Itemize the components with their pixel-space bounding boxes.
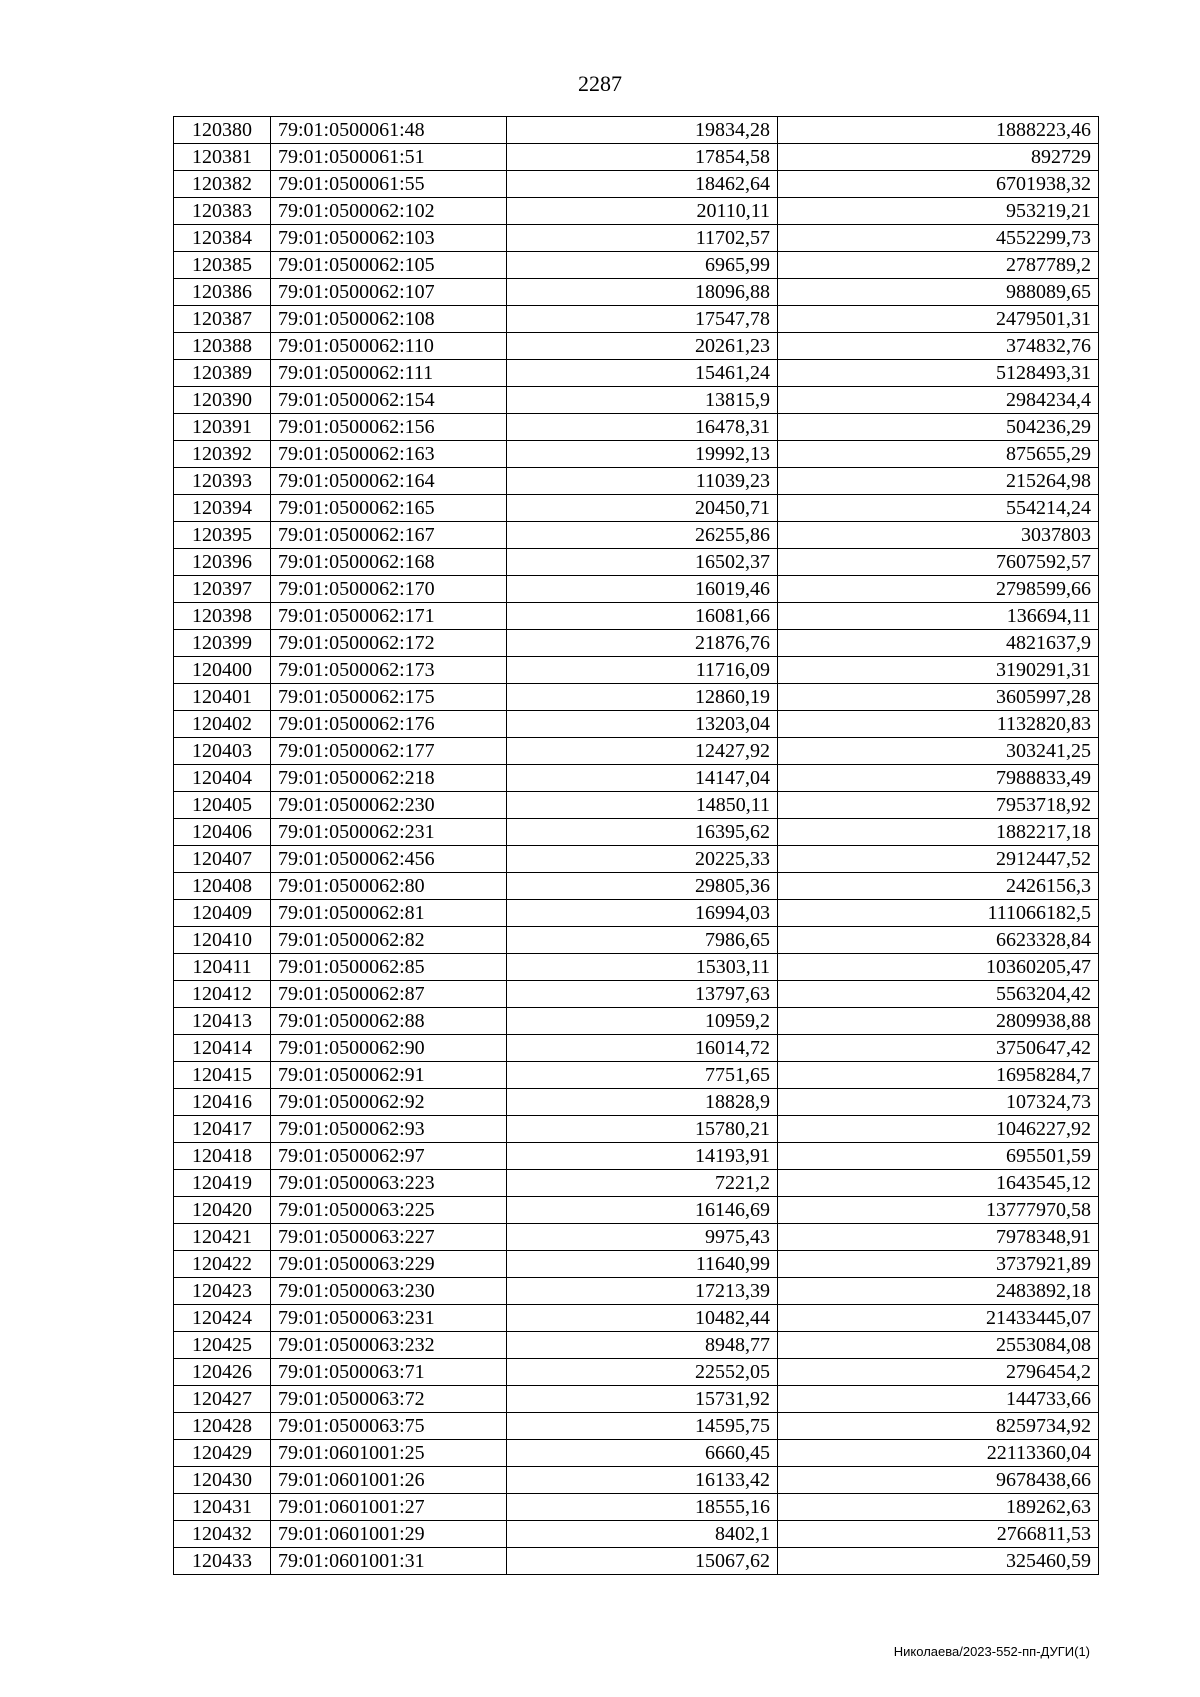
cadastral-number-cell: 79:01:0500061:55 — [271, 171, 507, 198]
area-value-cell: 13203,04 — [507, 711, 778, 738]
table-row — [174, 1413, 1099, 1440]
row-number-cell: 120420 — [174, 1197, 271, 1224]
row-number-cell: 120409 — [174, 900, 271, 927]
area-value-cell: 9975,43 — [507, 1224, 778, 1251]
row-number-cell: 120385 — [174, 252, 271, 279]
area-value-cell: 6965,99 — [507, 252, 778, 279]
cadastral-number-cell: 79:01:0500062:111 — [271, 360, 507, 387]
table-row — [174, 819, 1099, 846]
cadastral-number-cell: 79:01:0500062:456 — [271, 846, 507, 873]
table-row — [174, 981, 1099, 1008]
table-row — [174, 1467, 1099, 1494]
cadastral-number-cell: 79:01:0500062:170 — [271, 576, 507, 603]
row-number-cell: 120411 — [174, 954, 271, 981]
row-number-cell: 120396 — [174, 549, 271, 576]
area-value-cell: 13815,9 — [507, 387, 778, 414]
table-row — [174, 711, 1099, 738]
cost-value-cell: 875655,29 — [778, 441, 1099, 468]
cadastral-number-cell: 79:01:0500061:51 — [271, 144, 507, 171]
table-row — [174, 360, 1099, 387]
document-footer: Николаева/2023-552-пп-ДУГИ(1) — [893, 1644, 1090, 1659]
table-row — [174, 1008, 1099, 1035]
area-value-cell: 20261,23 — [507, 333, 778, 360]
cost-value-cell: 2798599,66 — [778, 576, 1099, 603]
cost-value-cell: 1882217,18 — [778, 819, 1099, 846]
row-number-cell: 120419 — [174, 1170, 271, 1197]
row-number-cell: 120401 — [174, 684, 271, 711]
area-value-cell: 11702,57 — [507, 225, 778, 252]
table-row — [174, 279, 1099, 306]
area-value-cell: 14850,11 — [507, 792, 778, 819]
cadastral-number-cell: 79:01:0500062:80 — [271, 873, 507, 900]
table-row — [174, 1305, 1099, 1332]
area-value-cell: 17547,78 — [507, 306, 778, 333]
cost-value-cell: 215264,98 — [778, 468, 1099, 495]
row-number-cell: 120405 — [174, 792, 271, 819]
table-row — [174, 414, 1099, 441]
cadastral-number-cell: 79:01:0500062:92 — [271, 1089, 507, 1116]
row-number-cell: 120380 — [174, 117, 271, 144]
area-value-cell: 15731,92 — [507, 1386, 778, 1413]
area-value-cell: 17854,58 — [507, 144, 778, 171]
cost-value-cell: 2796454,2 — [778, 1359, 1099, 1386]
row-number-cell: 120388 — [174, 333, 271, 360]
cost-value-cell: 189262,63 — [778, 1494, 1099, 1521]
area-value-cell: 18096,88 — [507, 279, 778, 306]
row-number-cell: 120432 — [174, 1521, 271, 1548]
cadastral-number-cell: 79:01:0500062:168 — [271, 549, 507, 576]
cadastral-number-cell: 79:01:0500063:227 — [271, 1224, 507, 1251]
area-value-cell: 18462,64 — [507, 171, 778, 198]
cost-value-cell: 1046227,92 — [778, 1116, 1099, 1143]
area-value-cell: 18555,16 — [507, 1494, 778, 1521]
data-table — [173, 116, 1099, 1575]
area-value-cell: 20450,71 — [507, 495, 778, 522]
cadastral-number-cell: 79:01:0500062:91 — [271, 1062, 507, 1089]
cost-value-cell: 7953718,92 — [778, 792, 1099, 819]
cadastral-number-cell: 79:01:0500062:231 — [271, 819, 507, 846]
cadastral-number-cell: 79:01:0500062:154 — [271, 387, 507, 414]
cadastral-number-cell: 79:01:0500062:230 — [271, 792, 507, 819]
area-value-cell: 29805,36 — [507, 873, 778, 900]
table-row — [174, 1359, 1099, 1386]
table-row — [174, 603, 1099, 630]
row-number-cell: 120389 — [174, 360, 271, 387]
table-row — [174, 198, 1099, 225]
table-row — [174, 684, 1099, 711]
cadastral-number-cell: 79:01:0601001:27 — [271, 1494, 507, 1521]
table-row — [174, 225, 1099, 252]
area-value-cell: 15303,11 — [507, 954, 778, 981]
row-number-cell: 120406 — [174, 819, 271, 846]
area-value-cell: 14595,75 — [507, 1413, 778, 1440]
table-row — [174, 1116, 1099, 1143]
area-value-cell: 22552,05 — [507, 1359, 778, 1386]
cost-value-cell: 2809938,88 — [778, 1008, 1099, 1035]
cadastral-number-cell: 79:01:0601001:26 — [271, 1467, 507, 1494]
cadastral-number-cell: 79:01:0500062:167 — [271, 522, 507, 549]
cost-value-cell: 3605997,28 — [778, 684, 1099, 711]
cadastral-number-cell: 79:01:0500062:163 — [271, 441, 507, 468]
table-row — [174, 171, 1099, 198]
table-row — [174, 1251, 1099, 1278]
cadastral-number-cell: 79:01:0500063:229 — [271, 1251, 507, 1278]
cadastral-number-cell: 79:01:0500062:82 — [271, 927, 507, 954]
cost-value-cell: 695501,59 — [778, 1143, 1099, 1170]
cadastral-number-cell: 79:01:0500062:107 — [271, 279, 507, 306]
cost-value-cell: 3190291,31 — [778, 657, 1099, 684]
cost-value-cell: 8259734,92 — [778, 1413, 1099, 1440]
table-row — [174, 1170, 1099, 1197]
area-value-cell: 15780,21 — [507, 1116, 778, 1143]
table-row — [174, 927, 1099, 954]
area-value-cell: 13797,63 — [507, 981, 778, 1008]
cost-value-cell: 7607592,57 — [778, 549, 1099, 576]
row-number-cell: 120417 — [174, 1116, 271, 1143]
area-value-cell: 15461,24 — [507, 360, 778, 387]
cadastral-number-cell: 79:01:0500063:75 — [271, 1413, 507, 1440]
table-row — [174, 657, 1099, 684]
cadastral-number-cell: 79:01:0500062:172 — [271, 630, 507, 657]
cost-value-cell: 22113360,04 — [778, 1440, 1099, 1467]
row-number-cell: 120397 — [174, 576, 271, 603]
cost-value-cell: 374832,76 — [778, 333, 1099, 360]
cost-value-cell: 1643545,12 — [778, 1170, 1099, 1197]
cadastral-number-cell: 79:01:0500062:103 — [271, 225, 507, 252]
row-number-cell: 120410 — [174, 927, 271, 954]
cost-value-cell: 5128493,31 — [778, 360, 1099, 387]
row-number-cell: 120383 — [174, 198, 271, 225]
cost-value-cell: 111066182,5 — [778, 900, 1099, 927]
row-number-cell: 120402 — [174, 711, 271, 738]
area-value-cell: 15067,62 — [507, 1548, 778, 1575]
row-number-cell: 120390 — [174, 387, 271, 414]
row-number-cell: 120404 — [174, 765, 271, 792]
row-number-cell: 120429 — [174, 1440, 271, 1467]
row-number-cell: 120421 — [174, 1224, 271, 1251]
table-row — [174, 765, 1099, 792]
table-row — [174, 522, 1099, 549]
cost-value-cell: 13777970,58 — [778, 1197, 1099, 1224]
table-row — [174, 1278, 1099, 1305]
row-number-cell: 120395 — [174, 522, 271, 549]
cadastral-number-cell: 79:01:0500063:225 — [271, 1197, 507, 1224]
cadastral-number-cell: 79:01:0500063:223 — [271, 1170, 507, 1197]
row-number-cell: 120418 — [174, 1143, 271, 1170]
table-row — [174, 144, 1099, 171]
cost-value-cell: 5563204,42 — [778, 981, 1099, 1008]
cost-value-cell: 1132820,83 — [778, 711, 1099, 738]
table-row — [174, 1521, 1099, 1548]
cost-value-cell: 7988833,49 — [778, 765, 1099, 792]
cost-value-cell: 504236,29 — [778, 414, 1099, 441]
row-number-cell: 120425 — [174, 1332, 271, 1359]
cadastral-number-cell: 79:01:0500062:90 — [271, 1035, 507, 1062]
cadastral-number-cell: 79:01:0500062:173 — [271, 657, 507, 684]
cadastral-number-cell: 79:01:0500062:165 — [271, 495, 507, 522]
cost-value-cell: 953219,21 — [778, 198, 1099, 225]
row-number-cell: 120415 — [174, 1062, 271, 1089]
cadastral-number-cell: 79:01:0500063:230 — [271, 1278, 507, 1305]
cadastral-number-cell: 79:01:0500062:110 — [271, 333, 507, 360]
table-row — [174, 900, 1099, 927]
row-number-cell: 120381 — [174, 144, 271, 171]
cost-value-cell: 3037803 — [778, 522, 1099, 549]
area-value-cell: 11640,99 — [507, 1251, 778, 1278]
cadastral-number-cell: 79:01:0601001:25 — [271, 1440, 507, 1467]
cost-value-cell: 1888223,46 — [778, 117, 1099, 144]
area-value-cell: 14147,04 — [507, 765, 778, 792]
table-row — [174, 387, 1099, 414]
cost-value-cell: 554214,24 — [778, 495, 1099, 522]
cadastral-number-cell: 79:01:0500062:108 — [271, 306, 507, 333]
cost-value-cell: 2426156,3 — [778, 873, 1099, 900]
row-number-cell: 120408 — [174, 873, 271, 900]
row-number-cell: 120412 — [174, 981, 271, 1008]
cost-value-cell: 2766811,53 — [778, 1521, 1099, 1548]
cost-value-cell: 10360205,47 — [778, 954, 1099, 981]
table-row — [174, 738, 1099, 765]
row-number-cell: 120422 — [174, 1251, 271, 1278]
cadastral-number-cell: 79:01:0500062:105 — [271, 252, 507, 279]
table-row — [174, 792, 1099, 819]
area-value-cell: 17213,39 — [507, 1278, 778, 1305]
cost-value-cell: 2787789,2 — [778, 252, 1099, 279]
area-value-cell: 7751,65 — [507, 1062, 778, 1089]
cadastral-number-cell: 79:01:0500063:72 — [271, 1386, 507, 1413]
table-row — [174, 495, 1099, 522]
row-number-cell: 120416 — [174, 1089, 271, 1116]
cost-value-cell: 4552299,73 — [778, 225, 1099, 252]
cost-value-cell: 2553084,08 — [778, 1332, 1099, 1359]
cadastral-number-cell: 79:01:0500062:93 — [271, 1116, 507, 1143]
row-number-cell: 120387 — [174, 306, 271, 333]
cost-value-cell: 7978348,91 — [778, 1224, 1099, 1251]
cost-value-cell: 4821637,9 — [778, 630, 1099, 657]
row-number-cell: 120426 — [174, 1359, 271, 1386]
cost-value-cell: 107324,73 — [778, 1089, 1099, 1116]
table-row — [174, 117, 1099, 144]
cost-value-cell: 6701938,32 — [778, 171, 1099, 198]
cadastral-number-cell: 79:01:0500062:88 — [271, 1008, 507, 1035]
area-value-cell: 16081,66 — [507, 603, 778, 630]
area-value-cell: 7986,65 — [507, 927, 778, 954]
cadastral-number-cell: 79:01:0500062:97 — [271, 1143, 507, 1170]
area-value-cell: 20225,33 — [507, 846, 778, 873]
area-value-cell: 21876,76 — [507, 630, 778, 657]
area-value-cell: 11716,09 — [507, 657, 778, 684]
area-value-cell: 16994,03 — [507, 900, 778, 927]
cost-value-cell: 6623328,84 — [778, 927, 1099, 954]
cost-value-cell: 136694,11 — [778, 603, 1099, 630]
cadastral-number-cell: 79:01:0500062:171 — [271, 603, 507, 630]
area-value-cell: 14193,91 — [507, 1143, 778, 1170]
table-row — [174, 576, 1099, 603]
table-row — [174, 1548, 1099, 1575]
table-row — [174, 306, 1099, 333]
cadastral-number-cell: 79:01:0500062:218 — [271, 765, 507, 792]
row-number-cell: 120423 — [174, 1278, 271, 1305]
row-number-cell: 120413 — [174, 1008, 271, 1035]
cadastral-number-cell: 79:01:0500063:232 — [271, 1332, 507, 1359]
area-value-cell: 16478,31 — [507, 414, 778, 441]
table-row — [174, 1332, 1099, 1359]
cadastral-number-cell: 79:01:0601001:31 — [271, 1548, 507, 1575]
page-number: 2287 — [578, 71, 622, 96]
cost-value-cell: 3750647,42 — [778, 1035, 1099, 1062]
row-number-cell: 120414 — [174, 1035, 271, 1062]
area-value-cell: 8948,77 — [507, 1332, 778, 1359]
cadastral-number-cell: 79:01:0500062:87 — [271, 981, 507, 1008]
cadastral-number-cell: 79:01:0500063:71 — [271, 1359, 507, 1386]
cost-value-cell: 16958284,7 — [778, 1062, 1099, 1089]
row-number-cell: 120394 — [174, 495, 271, 522]
cost-value-cell: 144733,66 — [778, 1386, 1099, 1413]
table-row — [174, 1062, 1099, 1089]
area-value-cell: 16014,72 — [507, 1035, 778, 1062]
row-number-cell: 120430 — [174, 1467, 271, 1494]
table-body — [174, 117, 1099, 1575]
area-value-cell: 11039,23 — [507, 468, 778, 495]
table-row — [174, 252, 1099, 279]
table-row — [174, 1143, 1099, 1170]
cadastral-number-cell: 79:01:0500062:102 — [271, 198, 507, 225]
table-row — [174, 630, 1099, 657]
cost-value-cell: 303241,25 — [778, 738, 1099, 765]
cost-value-cell: 892729 — [778, 144, 1099, 171]
table-row — [174, 873, 1099, 900]
cost-value-cell: 9678438,66 — [778, 1467, 1099, 1494]
row-number-cell: 120403 — [174, 738, 271, 765]
area-value-cell: 8402,1 — [507, 1521, 778, 1548]
row-number-cell: 120393 — [174, 468, 271, 495]
row-number-cell: 120386 — [174, 279, 271, 306]
cadastral-number-cell: 79:01:0500062:177 — [271, 738, 507, 765]
table-row — [174, 441, 1099, 468]
area-value-cell: 7221,2 — [507, 1170, 778, 1197]
cost-value-cell: 988089,65 — [778, 279, 1099, 306]
cost-value-cell: 2483892,18 — [778, 1278, 1099, 1305]
area-value-cell: 19992,13 — [507, 441, 778, 468]
cadastral-number-cell: 79:01:0500061:48 — [271, 117, 507, 144]
area-value-cell: 26255,86 — [507, 522, 778, 549]
cost-value-cell: 3737921,89 — [778, 1251, 1099, 1278]
table-row — [174, 549, 1099, 576]
row-number-cell: 120427 — [174, 1386, 271, 1413]
cost-value-cell: 2912447,52 — [778, 846, 1099, 873]
area-value-cell: 6660,45 — [507, 1440, 778, 1467]
cadastral-number-cell: 79:01:0500063:231 — [271, 1305, 507, 1332]
area-value-cell: 16133,42 — [507, 1467, 778, 1494]
row-number-cell: 120382 — [174, 171, 271, 198]
row-number-cell: 120433 — [174, 1548, 271, 1575]
row-number-cell: 120428 — [174, 1413, 271, 1440]
area-value-cell: 20110,11 — [507, 198, 778, 225]
area-value-cell: 16395,62 — [507, 819, 778, 846]
row-number-cell: 120391 — [174, 414, 271, 441]
area-value-cell: 10482,44 — [507, 1305, 778, 1332]
area-value-cell: 16502,37 — [507, 549, 778, 576]
table-row — [174, 846, 1099, 873]
row-number-cell: 120424 — [174, 1305, 271, 1332]
area-value-cell: 12860,19 — [507, 684, 778, 711]
cadastral-number-cell: 79:01:0500062:85 — [271, 954, 507, 981]
table-row — [174, 1197, 1099, 1224]
table-row — [174, 1386, 1099, 1413]
cost-value-cell: 2984234,4 — [778, 387, 1099, 414]
cost-value-cell: 325460,59 — [778, 1548, 1099, 1575]
row-number-cell: 120399 — [174, 630, 271, 657]
cadastral-number-cell: 79:01:0500062:81 — [271, 900, 507, 927]
table-row — [174, 1494, 1099, 1521]
row-number-cell: 120400 — [174, 657, 271, 684]
table-row — [174, 1440, 1099, 1467]
table-row — [174, 1089, 1099, 1116]
area-value-cell: 10959,2 — [507, 1008, 778, 1035]
cadastral-number-cell: 79:01:0500062:175 — [271, 684, 507, 711]
cadastral-number-cell: 79:01:0500062:164 — [271, 468, 507, 495]
table-row — [174, 468, 1099, 495]
area-value-cell: 16019,46 — [507, 576, 778, 603]
cadastral-number-cell: 79:01:0601001:29 — [271, 1521, 507, 1548]
cost-value-cell: 21433445,07 — [778, 1305, 1099, 1332]
row-number-cell: 120398 — [174, 603, 271, 630]
row-number-cell: 120431 — [174, 1494, 271, 1521]
cadastral-number-cell: 79:01:0500062:176 — [271, 711, 507, 738]
row-number-cell: 120407 — [174, 846, 271, 873]
cost-value-cell: 2479501,31 — [778, 306, 1099, 333]
area-value-cell: 18828,9 — [507, 1089, 778, 1116]
area-value-cell: 19834,28 — [507, 117, 778, 144]
table-row — [174, 333, 1099, 360]
row-number-cell: 120392 — [174, 441, 271, 468]
table-row — [174, 1224, 1099, 1251]
area-value-cell: 12427,92 — [507, 738, 778, 765]
area-value-cell: 16146,69 — [507, 1197, 778, 1224]
cadastral-number-cell: 79:01:0500062:156 — [271, 414, 507, 441]
row-number-cell: 120384 — [174, 225, 271, 252]
table-row — [174, 1035, 1099, 1062]
table-row — [174, 954, 1099, 981]
